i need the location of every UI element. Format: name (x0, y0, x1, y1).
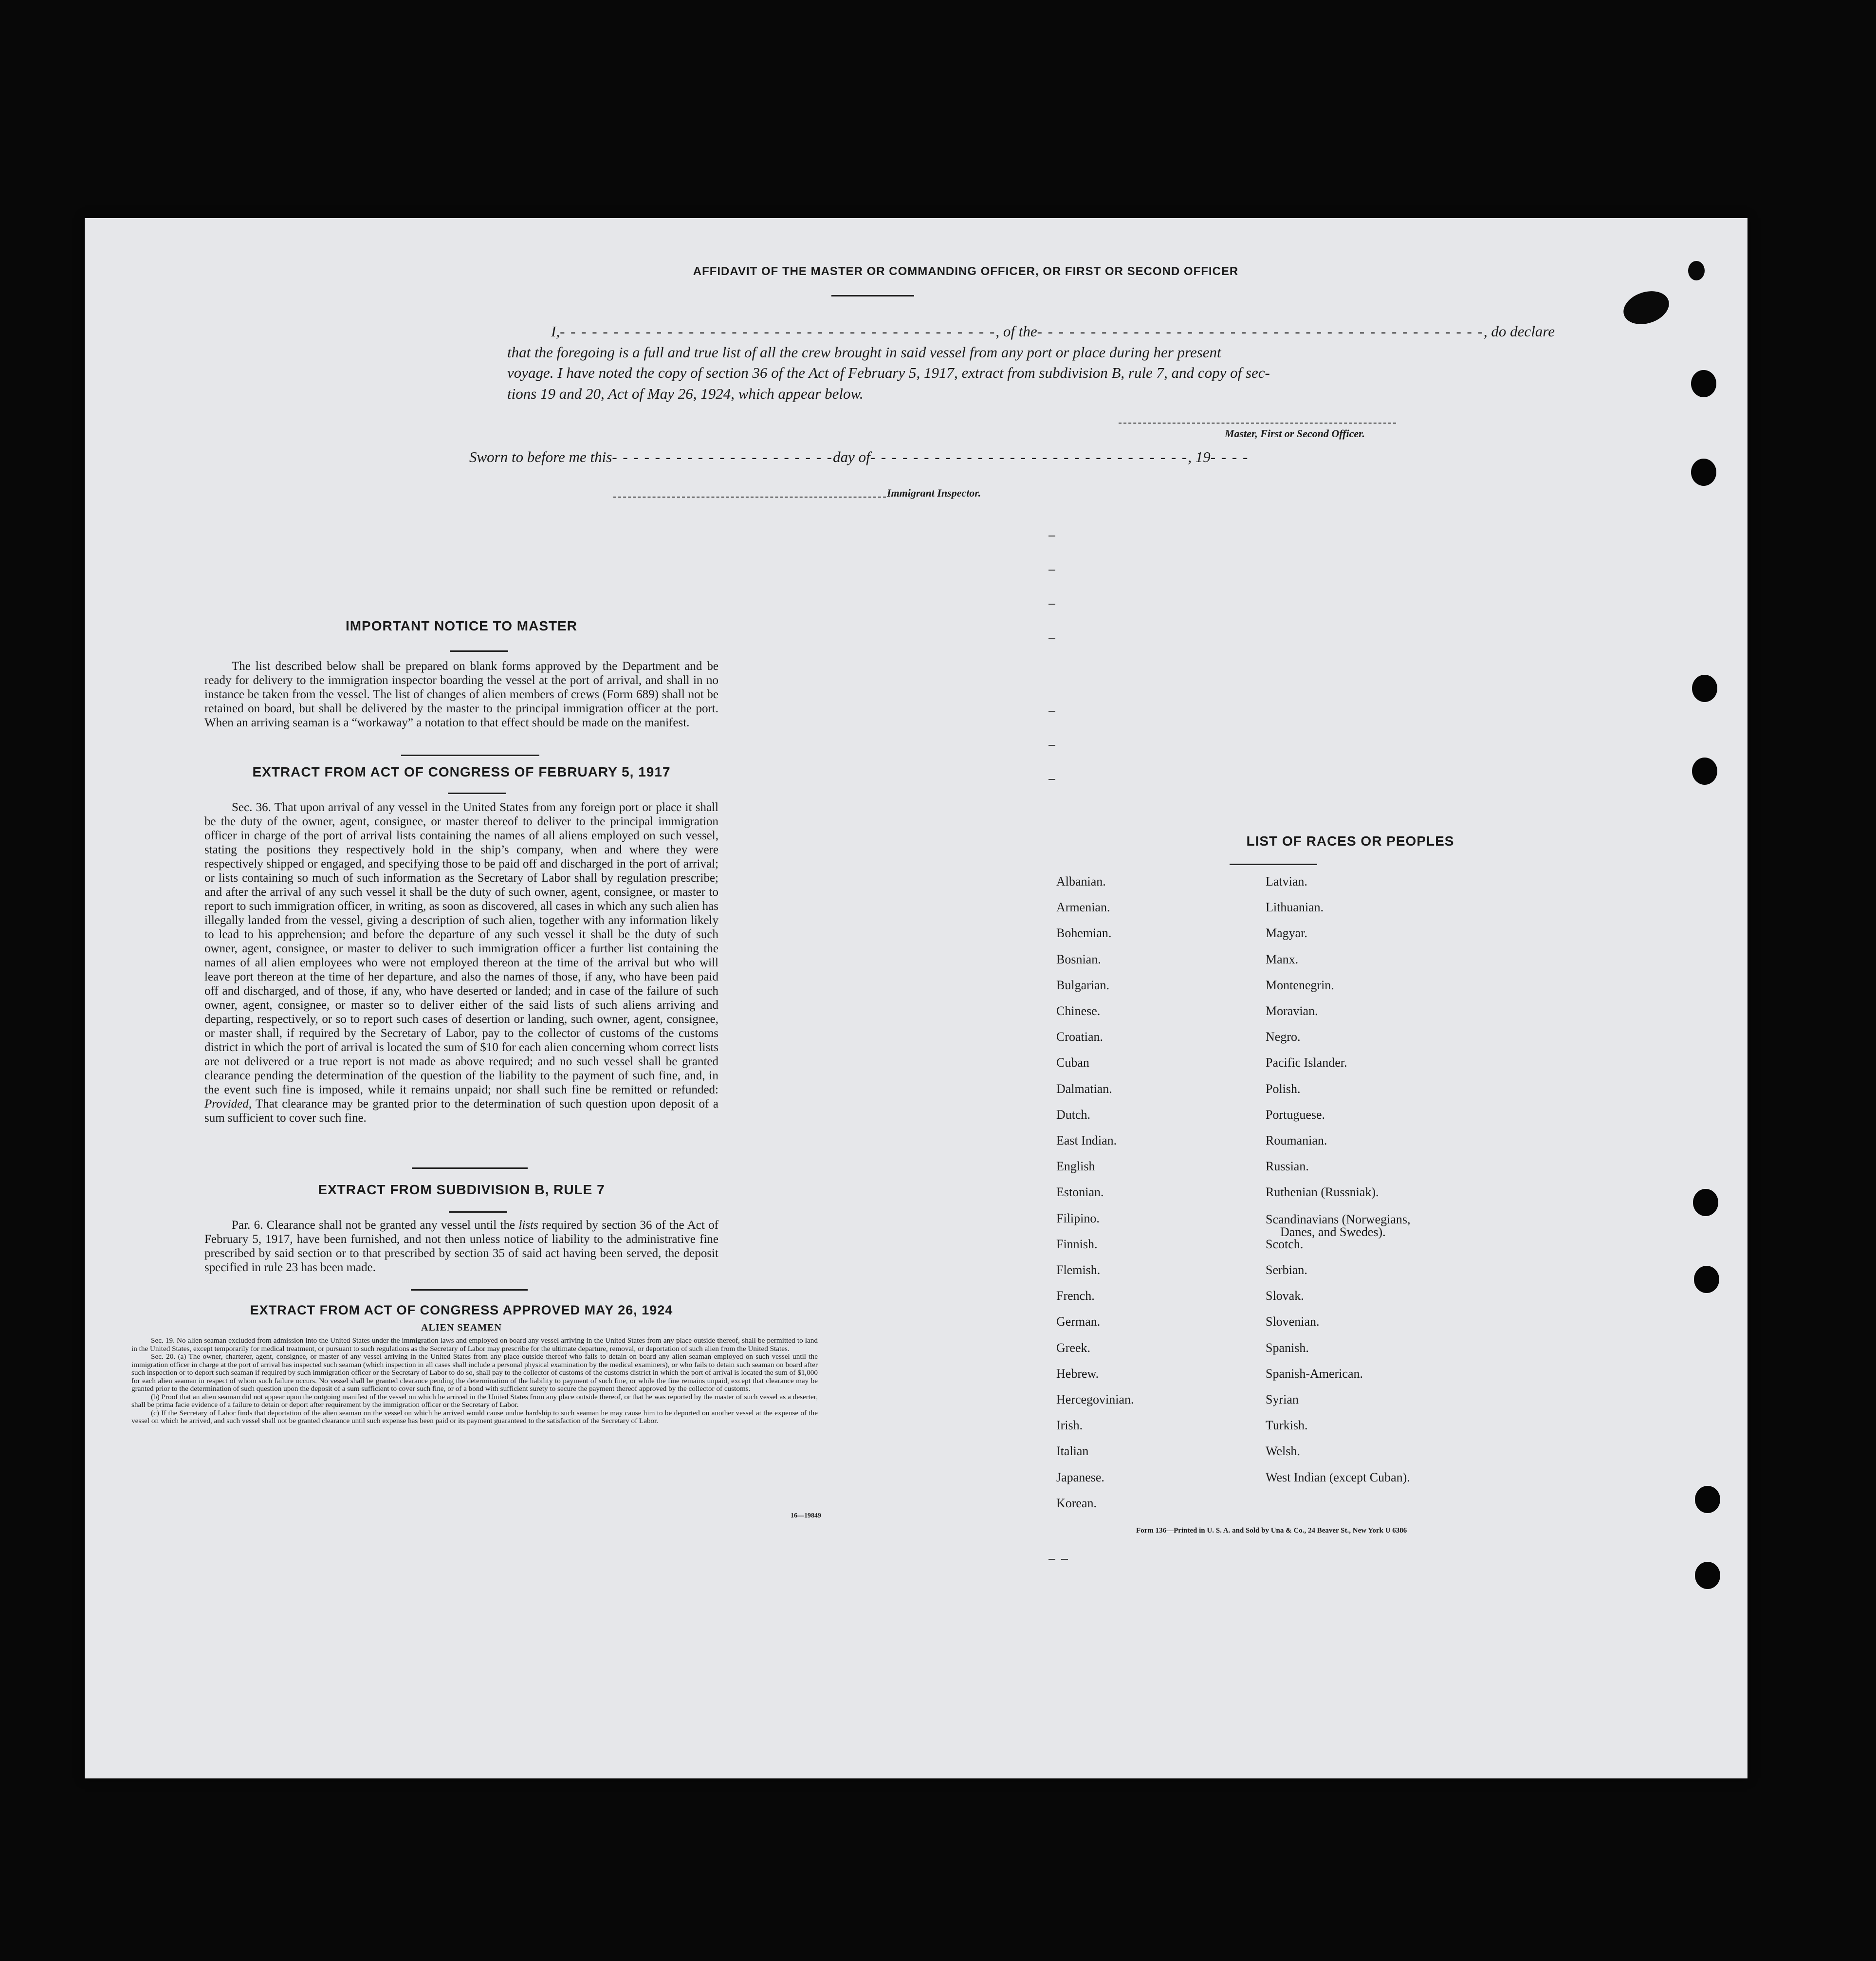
affidavit-line-3: voyage. I have noted the copy of section 36 of the Act of February 5, 1917, extract from subdivision B, rule 7, and copy of sec- (507, 364, 1270, 381)
race-item: Bohemian. (1056, 926, 1112, 941)
margin-tick (1048, 711, 1055, 712)
race-item: Turkish. (1266, 1418, 1308, 1433)
ink-blot (1619, 286, 1673, 330)
form-printer-note: Form 136—Printed in U. S. A. and Sold by Una & Co., 24 Beaver St., New York U 6386 (1136, 1527, 1407, 1535)
race-item: West Indian (except Cuban). (1266, 1470, 1410, 1484)
rule7-title: EXTRACT FROM SUBDIVISION B, RULE 7 (318, 1182, 605, 1197)
margin-tick (1048, 638, 1055, 639)
race-item: German. (1056, 1314, 1101, 1329)
race-item: Spanish-American. (1266, 1366, 1363, 1381)
race-item: Montenegrin. (1266, 978, 1334, 992)
margin-tick (1048, 1559, 1055, 1560)
section-20c: (c) If the Secretary of Labor finds that deportation of the alien seaman on the vessel on which he arrived would cause undue hardship to such seaman he may cause him to be deported on another vessel at the expense of the vessel on which he arrived, and such vessel shall not be granted clearance until such expense has been paid or its payment guaranteed to the satisfaction of the Secretary of Labor. (131, 1408, 818, 1425)
extract-1924-text (131, 1337, 818, 1425)
form-page (85, 218, 1747, 1778)
race-item: Italian (1056, 1444, 1089, 1459)
punch-hole (1692, 675, 1717, 702)
sworn-month-blank: - - - - - - - - - - - - - - - - - - - - - - - - - - - - - - (870, 448, 1188, 465)
race-item: Danes, and Swedes). (1280, 1224, 1386, 1239)
section-19: Sec. 19. No alien seaman excluded from admission into the United States under the immigration laws and employed on board any vessel arriving in the United States from any place outside thereof, shall be permitted to land in the United States, except temporarily for medical treatment, or pursuant to such regulations as the Secretary of Labor may prescribe for the ultimate departure, removal, or deportation of such alien from the United States. (131, 1336, 818, 1353)
race-item: Albanian. (1056, 874, 1106, 888)
affidavit-line-1 (507, 321, 1555, 342)
race-item: Polish. (1266, 1081, 1301, 1096)
race-item: Armenian. (1056, 900, 1110, 915)
punch-hole (1693, 1189, 1718, 1216)
affidavit-declare: , do declare (1483, 323, 1555, 340)
race-item: French. (1056, 1289, 1095, 1303)
race-item: Magyar. (1266, 926, 1307, 941)
notice-title-rule (450, 650, 508, 652)
sworn-prefix: Sworn to before me this (469, 448, 612, 465)
section-20b: (b) Proof that an alien seaman did not appear upon the outgoing manifest of the vessel on which he arrived in the United States from any place outside thereof, or that he was reported by the master of such vessel as a deserter, shall be prima facie evidence of a failure to detain or deport after requirement by the immigration officer or the Secretary of Labor. (131, 1392, 818, 1409)
name-blank: - - - - - - - - - - - - - - - - - - - - - - - - - - - - - - - - - - - - - - - - - (560, 323, 996, 340)
race-item: Scandinavians (Norwegians, (1266, 1212, 1411, 1226)
notice-paragraph: The list described below shall be prepared on blank forms approved by the Department and be ready for delivery to the immigration inspector boarding the vessel at the port of arrival, and shall in no instance be taken from the vessel. The list of changes of alien members of crews (Form 689) shall not be retained on board, but shall be delivered by the master to the principal immigration officer at the port. When an arriving seaman is a “workaway” a notation to that effect should be made on the manifest. (204, 660, 718, 729)
punch-hole (1694, 1266, 1719, 1293)
race-item: English (1056, 1159, 1095, 1174)
race-item: Hebrew. (1056, 1366, 1099, 1381)
section-36-label: Sec. 36. (232, 801, 271, 814)
race-item: Korean. (1056, 1496, 1097, 1510)
punch-hole (1695, 1562, 1720, 1589)
sworn-year: , 19 (1188, 448, 1211, 465)
race-item: Portuguese. (1266, 1107, 1325, 1122)
race-item: Greek. (1056, 1340, 1091, 1355)
provided-word: Provided, (204, 1097, 252, 1110)
section-36-paragraph (204, 800, 718, 1125)
affidavit-line-4: tions 19 and 20, Act of May 26, 1924, which appear below. (507, 385, 864, 402)
race-item: Bulgarian. (1056, 978, 1110, 992)
sworn-day-blank: - - - - - - - - - - - - - - - - - - - - - (612, 448, 833, 465)
race-item: Filipino. (1056, 1211, 1100, 1225)
form-code: 16—19849 (791, 1512, 821, 1519)
sworn-day-of: day of (833, 448, 870, 465)
race-item: Hercegovinian. (1056, 1392, 1134, 1406)
race-item: Slovenian. (1266, 1314, 1320, 1329)
notice-title: IMPORTANT NOTICE TO MASTER (345, 618, 578, 633)
affidavit-title: AFFIDAVIT OF THE MASTER OR COMMANDING OFFICER, OR FIRST OR SECOND OFFICER (693, 265, 1239, 278)
notice-end-rule (401, 755, 539, 756)
race-item: Cuban (1056, 1055, 1089, 1070)
punch-hole (1695, 1486, 1720, 1513)
affidavit-i: I, (551, 323, 560, 340)
paragraph-6 (204, 1218, 718, 1275)
punch-hole (1691, 459, 1716, 486)
race-item: Welsh. (1266, 1444, 1300, 1459)
rule7-title-rule (449, 1211, 507, 1213)
extract-1917-rule (448, 793, 506, 794)
par-6-label: Par. 6. (232, 1219, 263, 1232)
margin-tick (1048, 570, 1055, 571)
par-6-text-a: Clearance shall not be granted any vessel until the (266, 1219, 515, 1232)
section-20a: Sec. 20. (a) The owner, charterer, agent, consignee, or master of any vessel arriving in the United States from any place outside thereof who fails to detain on board any alien seaman employed on such vessel until the immigration officer in charge at the port of arrival has inspected such seaman (which inspection in all cases shall include a personal physical examination by the medical examiners), or who fails to detain such seaman on board after such inspection or to deport such seaman if required by such immigration officer or the Secretary of Labor to do so, shall pay to the collector of customs of the customs district in which the port of arrival is located the sum of $1,000 for each alien seaman in respect of whom such failure occurs. No vessel shall be granted clearance pending the determination of the liability to payment of such fine, or while the fine remains unpaid, except that clearance may be granted prior to the determination of such question upon the deposit of a sum sufficient to cover such fine, or of a bond with sufficient surety to secure the payment thereof approved by the collector of customs. (131, 1352, 818, 1393)
affidavit-of-the: , of the (995, 323, 1037, 340)
race-item: Russian. (1266, 1159, 1309, 1174)
race-item: Lithuanian. (1266, 900, 1324, 915)
margin-tick (1048, 745, 1055, 746)
sworn-year-blank: - - - - (1210, 448, 1249, 465)
extract-1917-title: EXTRACT FROM ACT OF CONGRESS OF FEBRUARY 5, 1917 (252, 764, 671, 779)
inspector-signature-line (613, 497, 886, 498)
race-item: Estonian. (1056, 1185, 1104, 1200)
race-item: Ruthenian (Russniak). (1266, 1185, 1379, 1200)
punch-hole (1692, 758, 1717, 785)
race-item: Manx. (1266, 952, 1299, 966)
race-item: Negro. (1266, 1030, 1301, 1044)
race-item: Roumanian. (1266, 1133, 1327, 1147)
inspector-label: Immigrant Inspector. (887, 487, 981, 499)
rule7-end-rule (411, 1289, 528, 1291)
race-item: Irish. (1056, 1418, 1083, 1433)
master-signature-line (1119, 423, 1396, 424)
affidavit-line-2: that the foregoing is a full and true list of all the crew brought in said vessel from any port or place during her present (507, 344, 1221, 361)
race-item: Slovak. (1266, 1289, 1304, 1303)
par-6-text-b: required by section 36 of the Act of February 5, 1917, have been furnished, and not then unless notice of liability to the administrative fine prescribed by said section or to that prescribed by section 35 of said act having been served, the deposit specified in rule 23 has been made. (204, 1219, 719, 1274)
race-item: Chinese. (1056, 1004, 1101, 1018)
lists-word: lists (518, 1219, 538, 1232)
extract-1917-end-rule (412, 1167, 528, 1169)
section-36-text-end: That clearance may be granted prior to the determination of such question upon deposit of a sum sufficient to cover such fine. (204, 1097, 718, 1125)
extract-1924-title: EXTRACT FROM ACT OF CONGRESS APPROVED MAY 26, 1924 (250, 1303, 673, 1317)
race-item: Latvian. (1266, 874, 1307, 888)
vessel-blank: - - - - - - - - - - - - - - - - - - - - - - - - - - - - - - - - - - - - - - - - - - (1037, 323, 1484, 340)
affidavit-title-rule (831, 295, 914, 296)
race-item: Dalmatian. (1056, 1081, 1112, 1096)
section-36-text: That upon arrival of any vessel in the United States from any foreign port or place it shall be the duty of the owner, agent, consignee, or master thereof to deliver to the principal immigration officer in charge of the port of arrival lists containing the names of all aliens employed on such vessel, stating the positions they respectively hold in the ship’s company, when and where they were respectively shipped or engaged, and specifying those to be paid off and discharged in the port of arrival; or lists containing so much of such information as the Secretary of Labor shall by regulation prescribe; and after the arrival of any such vessel it shall be the duty of such owner, agent, consignee, or master to report to such immigration officer, in writing, as soon as discovered, all cases in which any such alien has illegally landed from the vessel, giving a description of such alien, together with any information likely to lead to his apprehension; and before the departure of any such vessel it shall be the duty of such owner, agent, consignee, or master to deliver to such immigration officer a further list containing the names of all alien employees who were not employed thereon at the time of the arrival but who will leave port thereon at the time of her departure, and also the names of those, if any, who have been paid off and discharged, and of those, if any, who have deserted or landed; and in case of the failure of such owner, agent, consignee, or master so to deliver either of the said lists of such aliens arriving and departing, respectively, or so to report such cases of desertion or landing, such owner, agent, consignee, or master shall, if required by the Secretary of Labor, pay to the collector of customs of the customs district in which the port of arrival is located the sum of $10 for each alien concerning whom correct lists are not delivered or a true report is not made as above required; and no such vessel shall be granted clearance pending the determination of the question of the liability to the payment of such fine, and, in the event such fine is imposed, while it remains unpaid; nor shall such fine be remitted or refunded: (204, 801, 718, 1096)
race-item: Spanish. (1266, 1340, 1309, 1355)
race-item: Croatian. (1056, 1030, 1104, 1044)
punch-hole (1691, 370, 1716, 397)
race-item: Pacific Islander. (1266, 1055, 1347, 1070)
master-label: Master, First or Second Officer. (1224, 427, 1365, 440)
race-item: Moravian. (1266, 1004, 1318, 1018)
margin-tick (1048, 779, 1055, 780)
alien-seamen-subtitle: ALIEN SEAMEN (421, 1322, 502, 1333)
race-item: Serbian. (1266, 1263, 1307, 1277)
race-item: Flemish. (1056, 1263, 1101, 1277)
extract-1917-text (204, 800, 718, 1125)
race-item: Syrian (1266, 1392, 1299, 1406)
race-item: Japanese. (1056, 1470, 1104, 1484)
races-title-rule (1230, 864, 1317, 865)
ink-blot-small (1688, 261, 1705, 280)
rule7-text (204, 1218, 718, 1275)
race-item: Scotch. (1266, 1237, 1304, 1251)
notice-text (204, 659, 718, 730)
sworn-line (469, 447, 1389, 467)
races-title: LIST OF RACES OR PEOPLES (1246, 833, 1454, 849)
race-item: Bosnian. (1056, 952, 1101, 966)
margin-tick (1048, 604, 1055, 605)
race-item: Dutch. (1056, 1107, 1091, 1122)
race-item: Finnish. (1056, 1237, 1098, 1251)
race-item: East Indian. (1056, 1133, 1117, 1147)
margin-tick (1061, 1559, 1068, 1560)
